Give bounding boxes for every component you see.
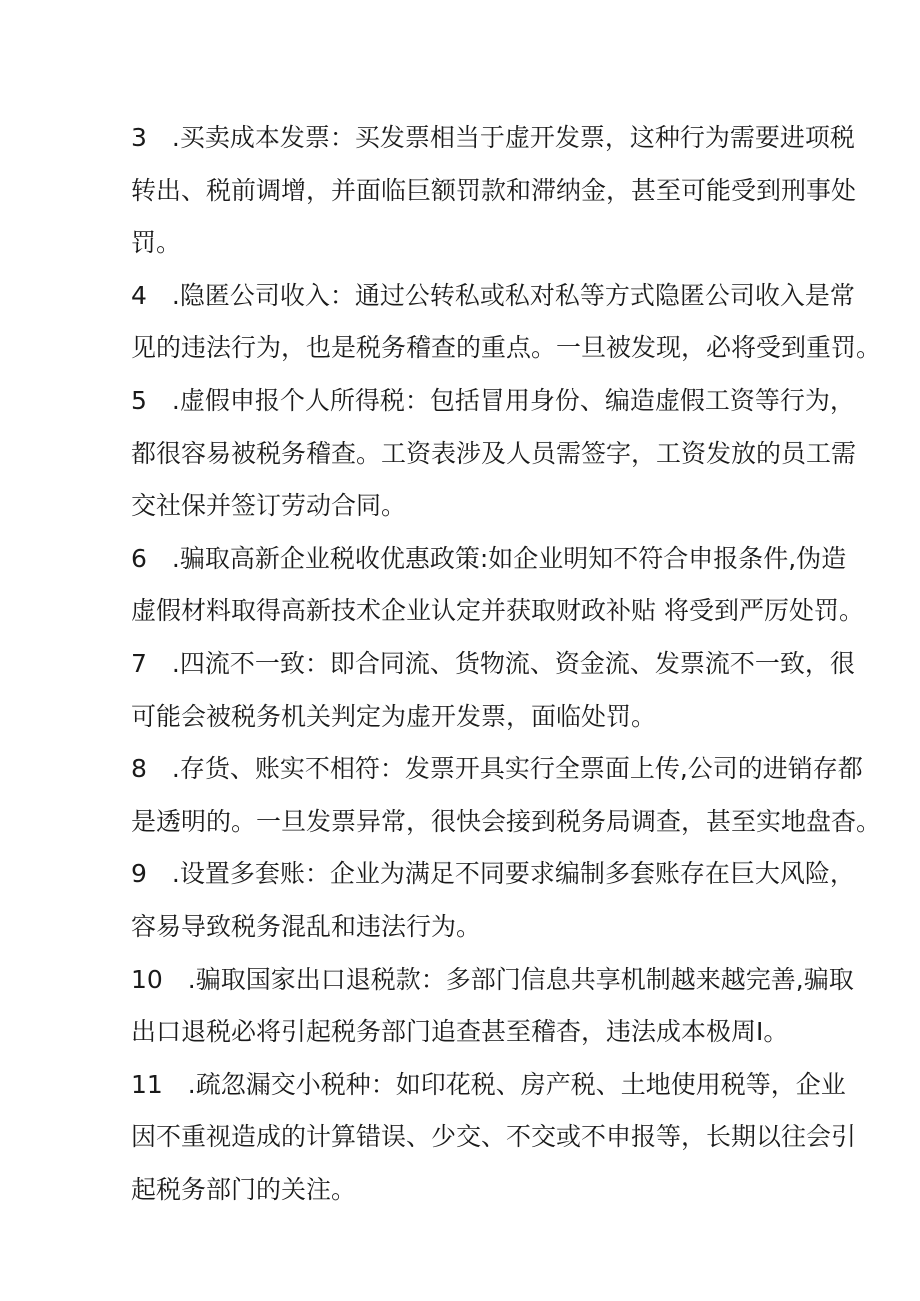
text-line: 9 .设置多套账：企业为满足不同要求编制多套账存在巨大风险， [131, 859, 855, 889]
text-line: 因不重视造成的计算错误、少交、不交或不申报等，长期以往会引 [131, 1122, 857, 1152]
text-line: 3 .买卖成本发票：买发票相当于虚开发票，这种行为需要进项税 [131, 123, 855, 152]
text-line: 转出、税前调增，并面临巨额罚款和滞纳金，甚至可能受到刑事处 [131, 175, 857, 205]
text-line: 5 .虚假申报个人所得税：包括冒用身份、编造虚假工资等行为， [131, 385, 855, 415]
text-line: 11 .疏忽漏交小税种：如印花税、房产税、土地使用税等，企业 [131, 1069, 846, 1099]
text-line: 虚假材料取得高新技术企业认定并获取财政补贴 将受到严厉处罚。 [131, 596, 864, 626]
text-line: 见的违法行为，也是税务稽查的重点。一旦被发现，必将受到重罚。 [131, 333, 882, 363]
text-line: 容易导致税务混乱和违法行为。 [131, 911, 482, 941]
text-line: 交社保并签订劳动合同。 [131, 491, 407, 521]
text-line: 起税务部门的关注。 [131, 1174, 357, 1204]
text-line: 出口退税必将引起税务部门追查甚至稽杳，违法成本极周I。 [131, 1017, 789, 1047]
text-line: 6 .骗取高新企业税收优惠政策:如企业明知不符合申报条件,伪造 [131, 543, 847, 573]
document-body [131, 114, 882, 1218]
text-line: 是透明的。一旦发票异常，很快会接到税务局调查，甚至实地盘杳。 [131, 806, 882, 836]
text-line: 4 .隐匿公司收入：通过公转私或私对私等方式隐匿公司收入是常 [131, 280, 855, 310]
text-line: 10 .骗取国家出口退税款：多部门信息共享机制越来越完善,骗取 [131, 964, 854, 994]
text-line: 可能会被税务机关判定为虚开发票，面临处罚。 [131, 701, 657, 731]
text-line: 罚。 [131, 228, 182, 258]
text-line: 都很容易被税务稽查。工资表涉及人员需签字，工资发放的员工需 [131, 438, 857, 468]
text-line: 8 .存货、账实不相符：发票开具实行全票面上传,公司的进销存都 [131, 754, 863, 784]
text-line: 7 .四流不一致：即合同流、货物流、资金流、发票流不一致，很 [131, 648, 855, 678]
